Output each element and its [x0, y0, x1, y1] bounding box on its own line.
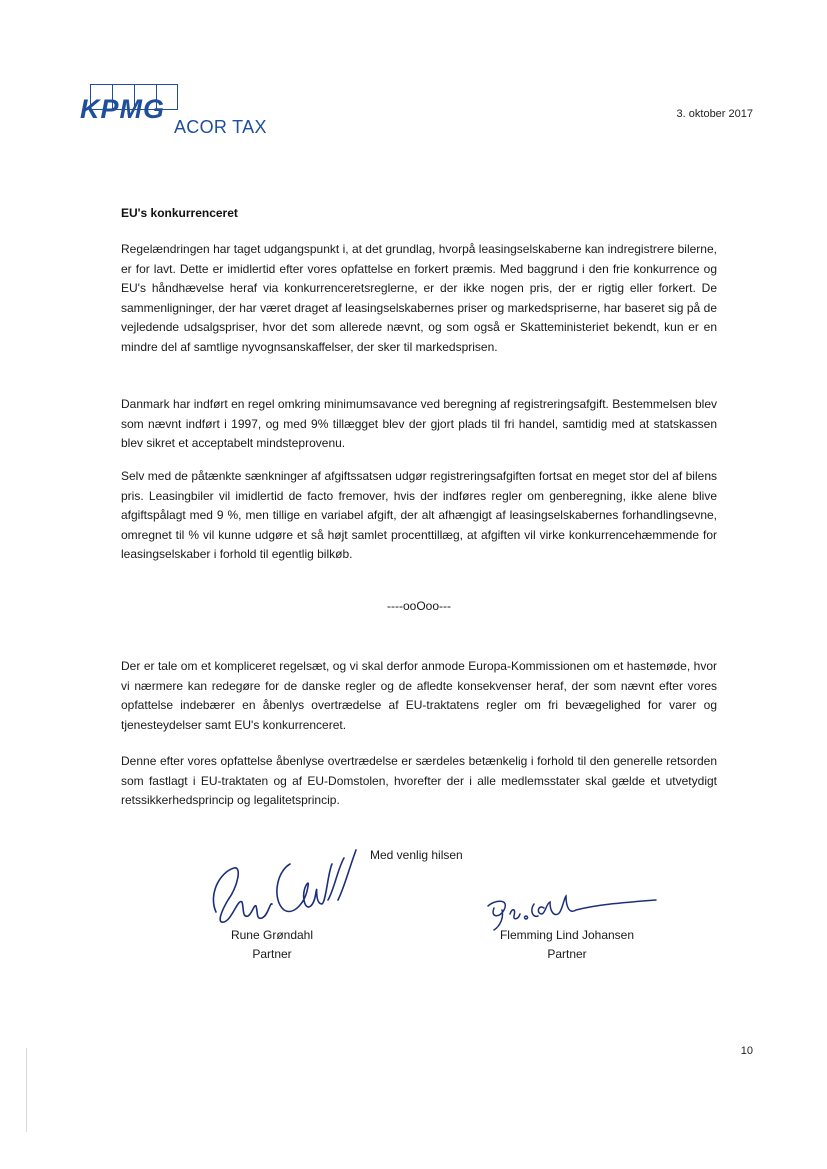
signatory-block: [210, 926, 334, 964]
scan-margin-line: [26, 1048, 27, 1132]
letter-date: 3. oktober 2017: [676, 108, 753, 120]
signatory-title: Partner: [252, 947, 292, 961]
signatory-block: [480, 926, 654, 964]
separator: ----ooOoo---: [386, 599, 451, 613]
paragraph: Denne efter vores opfattelse åbenlyse overtrædelse er særdeles betænkelig i forhold til den generelle retsorden som fastlagt i EU-traktaten og af EU-Domstolen, hvorefter der i alle medlemsstater skal gælde et utvetydigt retssikkerhedsprincip og legalitetsprincip.: [121, 754, 717, 807]
signatory-name: Rune Grøndahl: [230, 928, 314, 942]
kpmg-acor-tax-logo: [80, 84, 280, 140]
signatory-title: Partner: [547, 947, 587, 961]
section-heading: EU's konkurrenceret: [121, 206, 238, 220]
page-number: 10: [740, 1045, 753, 1057]
paragraph: Der er tale om et kompliceret regelsæt, og vi skal derfor anmode Europa-Kommissionen om et hastemøde, hvor vi nærmere kan redegøre for de danske regler og de afledte konsekvenser heraf, der som nævnt efter vores opfattelse indebærer en åbenlys overtrædelse af EU-traktatens regler om fri bevægelighed for varer og tjenesteydelser samt EU's konkurrenceret.: [121, 659, 717, 732]
closing-greeting: Med venlig hilsen: [370, 848, 463, 862]
paragraph: Regelændringen har taget udgangspunkt i, at det grundlag, hvorpå leasingselskaberne kan indregistrere bilerne, er for lavt. Dette er imidlertid efter vores opfattelse en forkert præmis. Med baggrund i den frie konkurrence og EU's håndhævelse heraf via konkurrenceretsreglerne, er der ikke nogen pris, der er rigtig eller forkert. De sammenligninger, der har været draget af leasingselskabernes priser og markedspriserne, har baseret sig på de vejledende udsalgspriser, hvor det som allerede nævnt, og som også er Skatteministeriet bekendt, kun er en mindre del af samtlige nyvognsanskaffelser, der sker til markedsprisen.: [121, 242, 717, 354]
signature-rune-grondahl: [198, 842, 368, 932]
signatory-name: Flemming Lind Johansen: [499, 928, 635, 942]
logo-subtitle: ACOR TAX: [174, 117, 267, 137]
paragraph: Selv med de påtænkte sænkninger af afgiftssatsen udgør registreringsafgiften fortsat en meget stor del af bilens pris. Leasingbiler vil imidlertid de facto fremover, hvis der indføres regler om genberegning, ikke alene blive afgiftspålagt med 9 %, men tillige en variabel afgift, der alt afhængigt af leasingselskabernes forhandlingsevne, omregnet til % vil kunne udgøre et så højt samlet procenttillæg, at afgiften vil virke konkurrencehæmmende for leasingselskaber i forhold til egentlig bilkøb.: [121, 469, 717, 561]
logo-kpmg-text: KPMG: [80, 94, 165, 124]
paragraph: Danmark har indført en regel omkring minimumsavance ved beregning af registreringsafgift. Bestemmelsen blev som nævnt indført i 1997, og med 9% tillægget blev der gjort plads til fri handel, samtidig med at statskassen blev sikret et acceptabelt mindsteprovenu.: [121, 397, 717, 450]
